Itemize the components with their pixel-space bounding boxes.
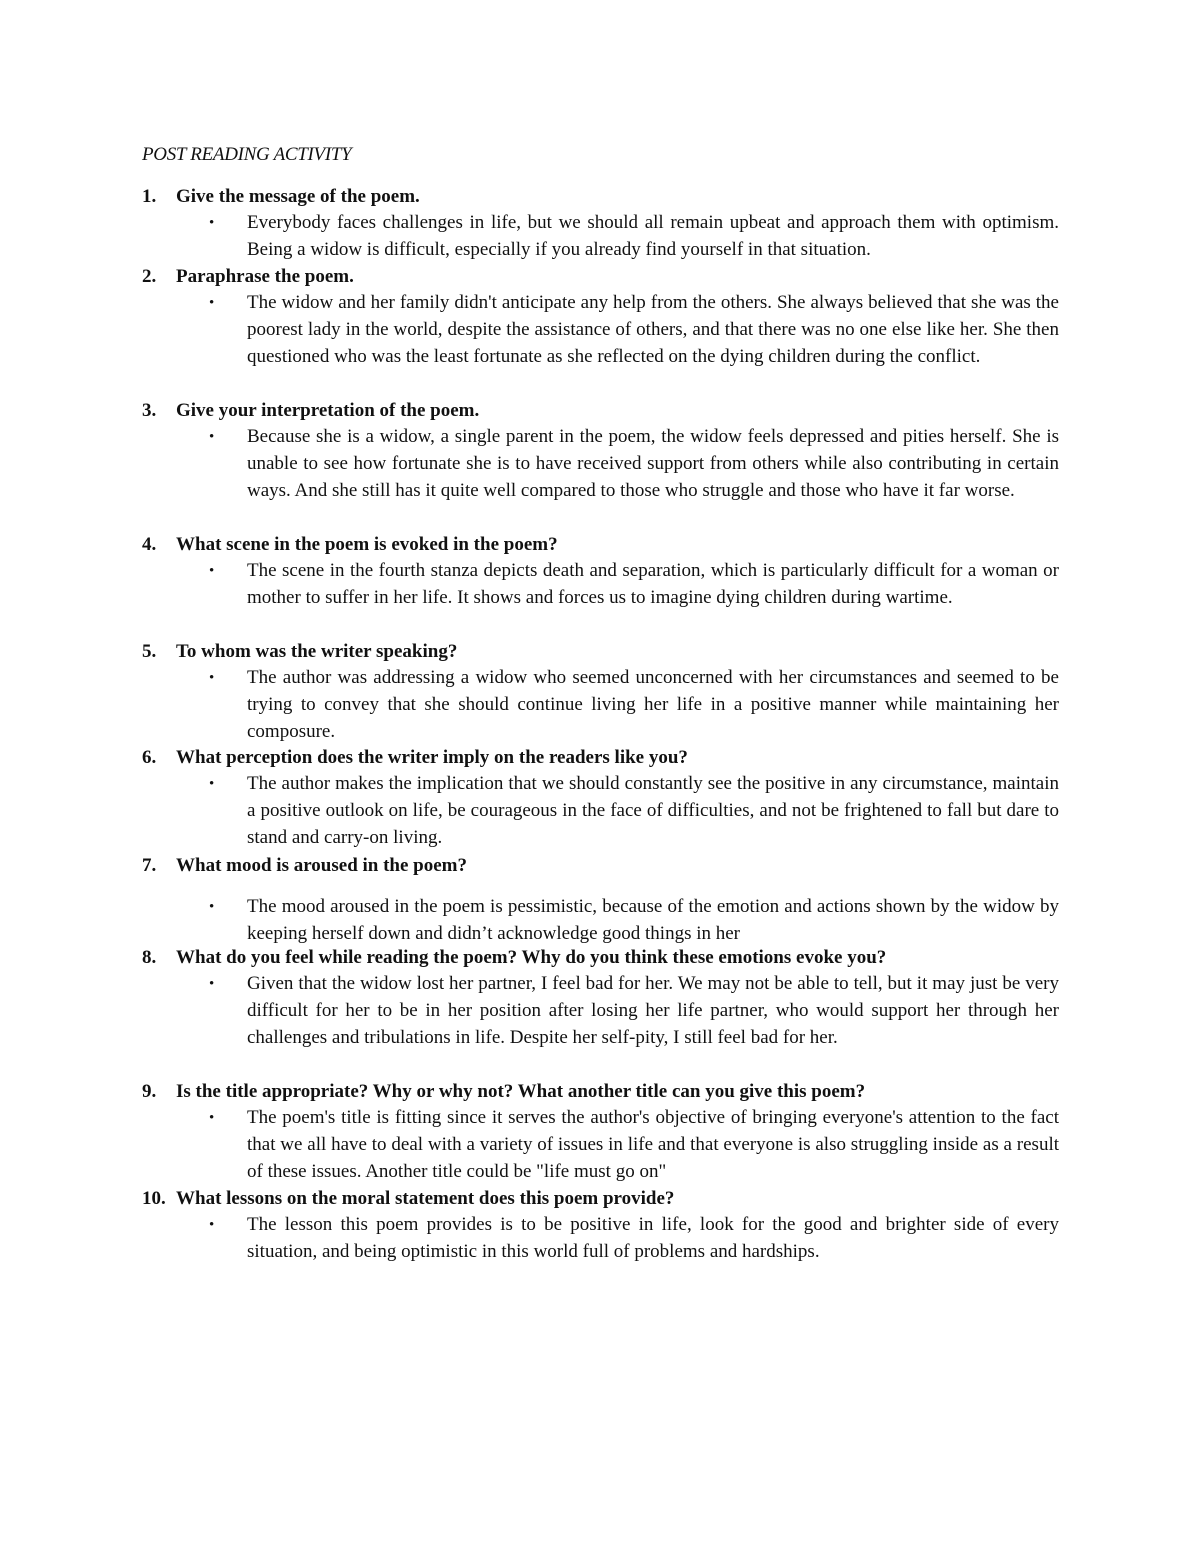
answer-5: The author was addressing a widow who seemed unconcerned with her circumstances and seemed to be trying to convey that she should continue living her life in a positive manner while maintaining her composure. <box>247 667 1059 742</box>
bullet-icon: • <box>209 429 215 445</box>
question-number: 5. <box>142 641 157 662</box>
question-10 <box>142 1186 1072 1212</box>
question-1 <box>142 184 1072 210</box>
question-number: 8. <box>142 947 157 968</box>
question-text: What lessons on the moral statement does this poem provide? <box>176 1188 675 1209</box>
question-6 <box>142 745 1072 771</box>
answer-7: The mood aroused in the poem is pessimistic, because of the emotion and actions shown by the widow by keeping herself down and didn’t acknowledge good things in her <box>247 896 1059 944</box>
question-text: Give your interpretation of the poem. <box>176 400 480 421</box>
question-4 <box>142 532 1072 558</box>
question-9 <box>142 1079 1072 1105</box>
answer-8: Given that the widow lost her partner, I feel bad for her. We may not be able to tell, but it may just be very difficult for her to be in her position after losing her life partner, who would support her through her challenges and tribulations in life. Despite her self-pity, I still feel bad for her. <box>247 973 1059 1048</box>
question-text: What scene in the poem is evoked in the poem? <box>176 534 558 555</box>
question-number: 10. <box>142 1188 166 1209</box>
bullet-icon: • <box>209 776 215 792</box>
answer-9: The poem's title is fitting since it serves the author's objective of bringing everyone's attention to the fact that we all have to deal with a variety of issues in life and that everyone is also struggling inside as a result of these issues. Another title could be "life must go on" <box>247 1107 1059 1182</box>
answer-3: Because she is a widow, a single parent in the poem, the widow feels depressed and pities herself. She is unable to see how fortunate she is to have received support from others while also contributing in certain ways. And she still has it quite well compared to those who struggle and those who have it far worse. <box>247 426 1059 501</box>
bullet-icon: • <box>209 670 215 686</box>
bullet-icon: • <box>209 215 215 231</box>
answer-2: The widow and her family didn't anticipate any help from the others. She always believed that she was the poorest lady in the world, despite the assistance of others, and that there was no one else like her. She then questioned who was the least fortunate as she reflected on the dying children during the conflict. <box>247 292 1059 367</box>
question-7 <box>142 853 1072 879</box>
question-2 <box>142 264 1072 290</box>
answer-4: The scene in the fourth stanza depicts death and separation, which is particularly difficult for a woman or mother to suffer in her life. It shows and forces us to imagine dying children during wartime. <box>247 560 1059 608</box>
question-text: Paraphrase the poem. <box>176 266 354 287</box>
question-number: 3. <box>142 400 157 421</box>
bullet-icon: • <box>209 295 215 311</box>
question-number: 1. <box>142 186 157 207</box>
bullet-icon: • <box>209 1217 215 1233</box>
question-5 <box>142 639 1072 665</box>
question-number: 2. <box>142 266 157 287</box>
question-text: What do you feel while reading the poem? Why do you think these emotions evoke you? <box>176 947 887 968</box>
question-number: 7. <box>142 855 157 876</box>
question-number: 6. <box>142 747 157 768</box>
answer-6: The author makes the implication that we should constantly see the positive in any circumstance, maintain a positive outlook on life, be courageous in the face of difficulties, and not be frightened to fall but dare to stand and carry-on living. <box>247 773 1059 848</box>
answer-1: Everybody faces challenges in life, but we should all remain upbeat and approach them with optimism. Being a widow is difficult, especially if you already find yourself in that situation. <box>247 212 1059 260</box>
bullet-icon: • <box>209 563 215 579</box>
question-number: 9. <box>142 1081 157 1102</box>
page-heading: POST READING ACTIVITY <box>142 144 352 165</box>
bullet-icon: • <box>209 899 215 915</box>
question-text: Is the title appropriate? Why or why not? What another title can you give this poem? <box>176 1081 866 1102</box>
answer-10: The lesson this poem provides is to be positive in life, look for the good and brighter side of every situation, and being optimistic in this world full of problems and hardships. <box>247 1214 1059 1262</box>
bullet-icon: • <box>209 976 215 992</box>
question-3 <box>142 398 1072 424</box>
question-8 <box>142 945 1072 971</box>
question-text: What mood is aroused in the poem? <box>176 855 468 876</box>
question-text: Give the message of the poem. <box>176 186 420 207</box>
bullet-icon: • <box>209 1110 215 1126</box>
question-number: 4. <box>142 534 157 555</box>
question-text: To whom was the writer speaking? <box>176 641 458 662</box>
question-text: What perception does the writer imply on the readers like you? <box>176 747 688 768</box>
